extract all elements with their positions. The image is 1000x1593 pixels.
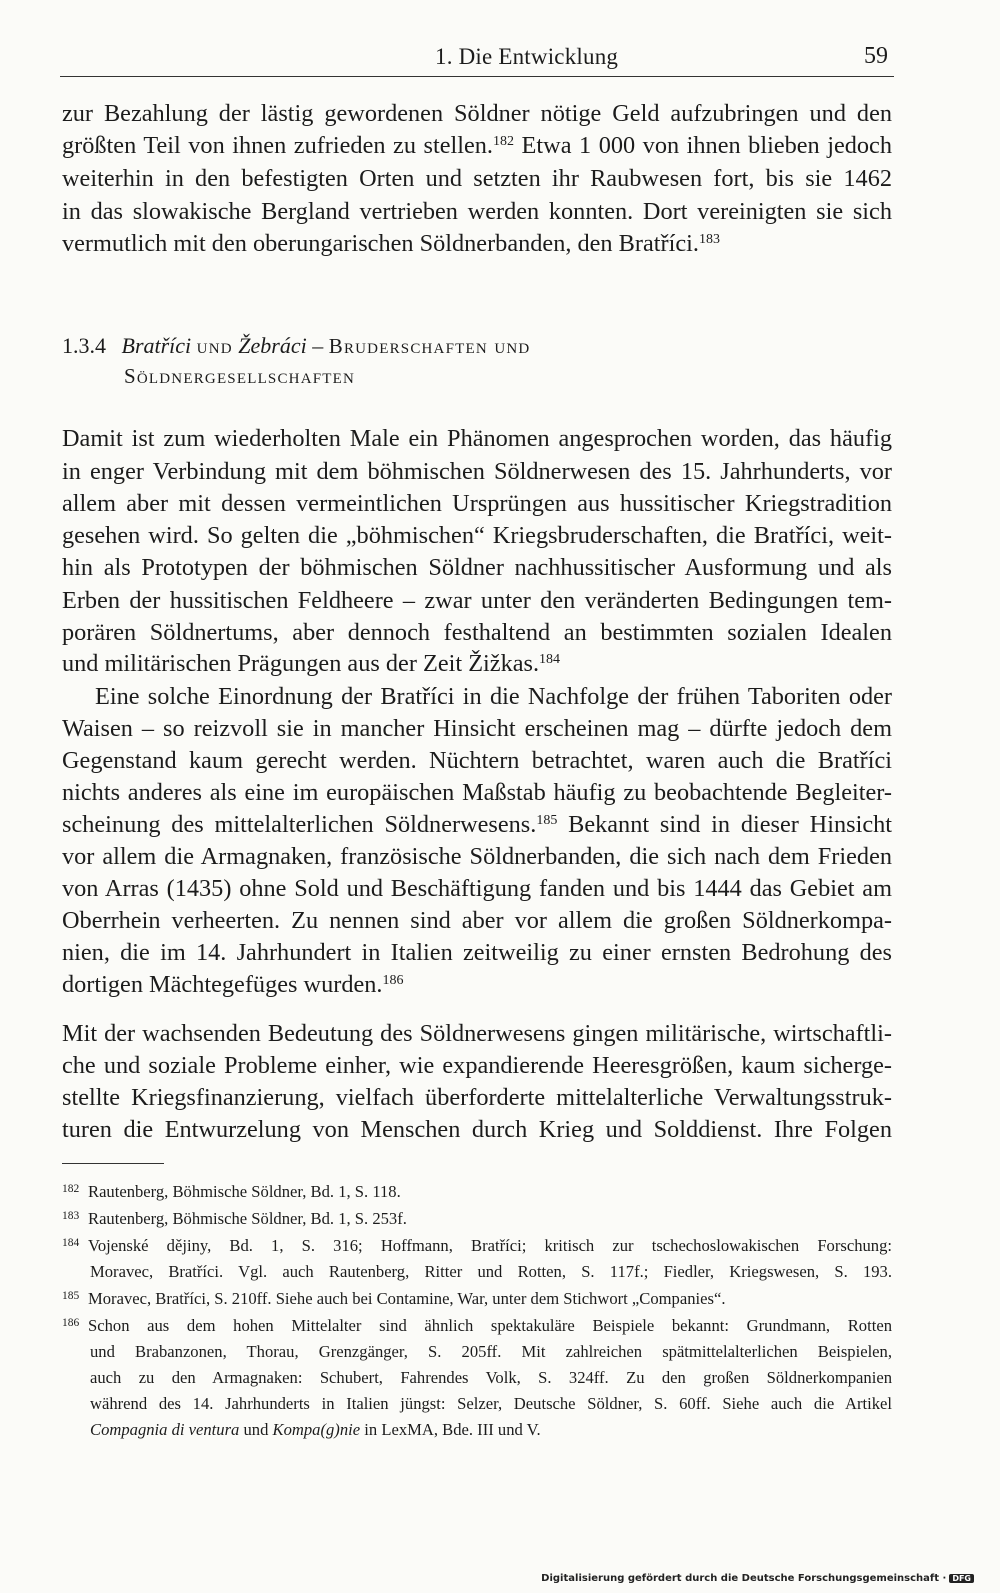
text-line: in enger Verbindung mit dem böhmischen Söldnerwesen des 15. Jahrhunderts, vor <box>62 458 892 485</box>
text-line: Waisen – so reizvoll sie in mancher Hinsicht erscheinen mag – dürfte jedoch dem <box>62 715 892 742</box>
footnote-number: 185 <box>62 1290 80 1302</box>
footnote-number: 183 <box>62 1210 80 1222</box>
footnote-ref[interactable]: 184 <box>539 652 561 667</box>
text-line: che und soziale Probleme einher, wie expandierende Heeresgrößen, kaum sicherge- <box>62 1052 892 1079</box>
text-line: turen die Entwurzelung von Menschen durch Krieg und Solddienst. Ihre Folgen <box>62 1116 892 1143</box>
footnote-ref[interactable]: 182 <box>493 134 515 149</box>
text-line: hin als Prototypen der böhmischen Söldner nachhussitischer Ausformung und als <box>62 554 892 581</box>
text-line: und militärischen Prägungen aus der Zeit Žižkas.$^{184}$ <box>62 650 561 677</box>
footnote-separator <box>62 1163 164 1164</box>
section-heading-line: Söldnergesellschaften <box>124 364 356 388</box>
footnote-number: 184 <box>62 1237 80 1249</box>
footnote-continuation: während des 14. Jahrhunderts in Italien jüngst: Selzer, Deutsche Söldner, S. 60ff. Siehe auch die Artikel <box>90 1394 892 1413</box>
text-line: nien, die im 14. Jahrhundert in Italien zeitweilig zu einer ernsten Bedrohung des <box>62 939 892 966</box>
footnote-ref[interactable]: 183 <box>698 232 720 247</box>
footnote-continuation: auch zu den Armagnaken: Schubert, Fahrendes Volk, S. 324ff. Zu den großen Söldnerkompanien <box>90 1368 892 1387</box>
footnote-continuation: Compagnia di ventura und Kompa(g)nie in LexMA, Bde. III und V. <box>90 1420 541 1439</box>
section-heading-line: 1.3.4 Bratříci und Žebráci – Bruderschaften und <box>62 333 531 358</box>
footnote-ref[interactable]: 186 <box>382 973 404 988</box>
footnote: 182 Rautenberg, Böhmische Söldner, Bd. 1, S. 118. <box>62 1178 892 1206</box>
text-line: von Arras (1435) ohne Sold und Beschäftigung fanden und bis 1444 das Gebiet am <box>62 875 892 902</box>
text-line: scheinung des mittelalterlichen Söldnerwesens.$^{185}$ Bekannt sind in dieser Hinsicht <box>62 811 893 838</box>
text-line: in das slowakische Bergland vertrieben werden konnten. Dort vereinigten sie sich <box>62 198 892 225</box>
text-line: porären Söldnertums, aber dennoch festhaltend an bestimmten sozialen Idealen <box>62 619 892 646</box>
footnote: 185 Moravec, Bratříci, S. 210ff. Siehe auch bei Contamine, War, unter dem Stichwort „Companies“. <box>62 1285 892 1313</box>
text-line: Erben der hussitischen Feldheere – zwar unter den veränderten Bedingungen tem- <box>62 587 892 614</box>
footnote-continuation: Moravec, Bratříci. Vgl. auch Rautenberg, Ritter und Rotten, S. 117f.; Fiedler, Kriegswesen, S. 193. <box>90 1262 892 1281</box>
footnote-number: 182 <box>62 1183 80 1195</box>
dfg-logo-icon: DFG <box>949 1574 974 1583</box>
section-number: 1.3.4 <box>62 333 106 358</box>
text-line: Gegenstand kaum gerecht werden. Nüchtern betrachtet, waren auch die Bratříci <box>62 747 892 774</box>
text-line: größten Teil von ihnen zufrieden zu stellen.$^{182}$ Etwa 1 000 von ihnen blieben jedoch <box>62 132 892 159</box>
text-line: vor allem die Armagnaken, französische Söldnerbanden, die sich nach dem Frieden <box>62 843 892 870</box>
text-line: Mit der wachsenden Bedeutung des Söldnerwesens gingen militärische, wirtschaftli- <box>62 1020 892 1047</box>
footnote: 186 Schon aus dem hohen Mittelalter sind ähnlich spektakuläre Beispiele bekannt: Grundmann, Rotten <box>62 1312 892 1340</box>
footnote-continuation: und Brabanzonen, Thorau, Grenzgänger, S. 205ff. Mit zahlreichen spätmittelalterlichen Beispielen, <box>90 1342 892 1361</box>
running-header <box>60 40 894 77</box>
text-line: Oberrhein verheerten. Zu nennen sind aber vor allem die großen Söldnerkompa- <box>62 907 892 934</box>
footnote: 184 Vojenské dějiny, Bd. 1, S. 316; Hoffmann, Bratříci; kritisch zur tschechoslowakischen Forschung: <box>62 1232 892 1260</box>
section-term: Bratříci <box>121 333 192 358</box>
text-line: gesehen wird. So gelten die „böhmischen“ Kriegsbruderschaften, die Bratříci, weit- <box>62 522 892 549</box>
footnote-number: 186 <box>62 1317 80 1329</box>
text-line: nichts anderes als eine im europäischen Maßstab häufig zu beobachtende Begleiter- <box>62 779 892 806</box>
digitization-credit: Digitalisierung gefördert durch die Deutsche Forschungsgemeinschaft · DFG <box>541 1573 974 1584</box>
text-line: zur Bezahlung der lästig gewordenen Söldner nötige Geld aufzubringen und den <box>62 100 892 127</box>
running-title: 1. Die Entwicklung <box>435 44 619 69</box>
page-number: 59 <box>864 43 888 69</box>
text-line: weiterhin in den befestigten Orten und setzten ihr Raubwesen fort, bis sie 1462 <box>62 165 892 192</box>
text-line: Damit ist zum wiederholten Male ein Phänomen angesprochen worden, das häufig <box>62 425 892 452</box>
footnote-ref[interactable]: 185 <box>536 813 558 828</box>
text-line: stellte Kriegsfinanzierung, vielfach überforderte mittelalterliche Verwaltungsstruk- <box>62 1084 892 1111</box>
text-line: dortigen Mächtegefüges wurden.$^{186}$ <box>62 971 404 998</box>
text-line: vermutlich mit den oberungarischen Söldnerbanden, den Bratříci.$^{183}$ <box>62 230 720 257</box>
text-line: Eine solche Einordnung der Bratříci in die Nachfolge der frühen Taboriten oder <box>95 683 892 710</box>
footnote: 183 Rautenberg, Böhmische Söldner, Bd. 1, S. 253f. <box>62 1205 892 1233</box>
text-line: allem aber mit dessen vermeintlichen Ursprüngen aus hussitischer Kriegstradition <box>62 490 892 517</box>
section-term: Žebráci <box>238 333 307 358</box>
